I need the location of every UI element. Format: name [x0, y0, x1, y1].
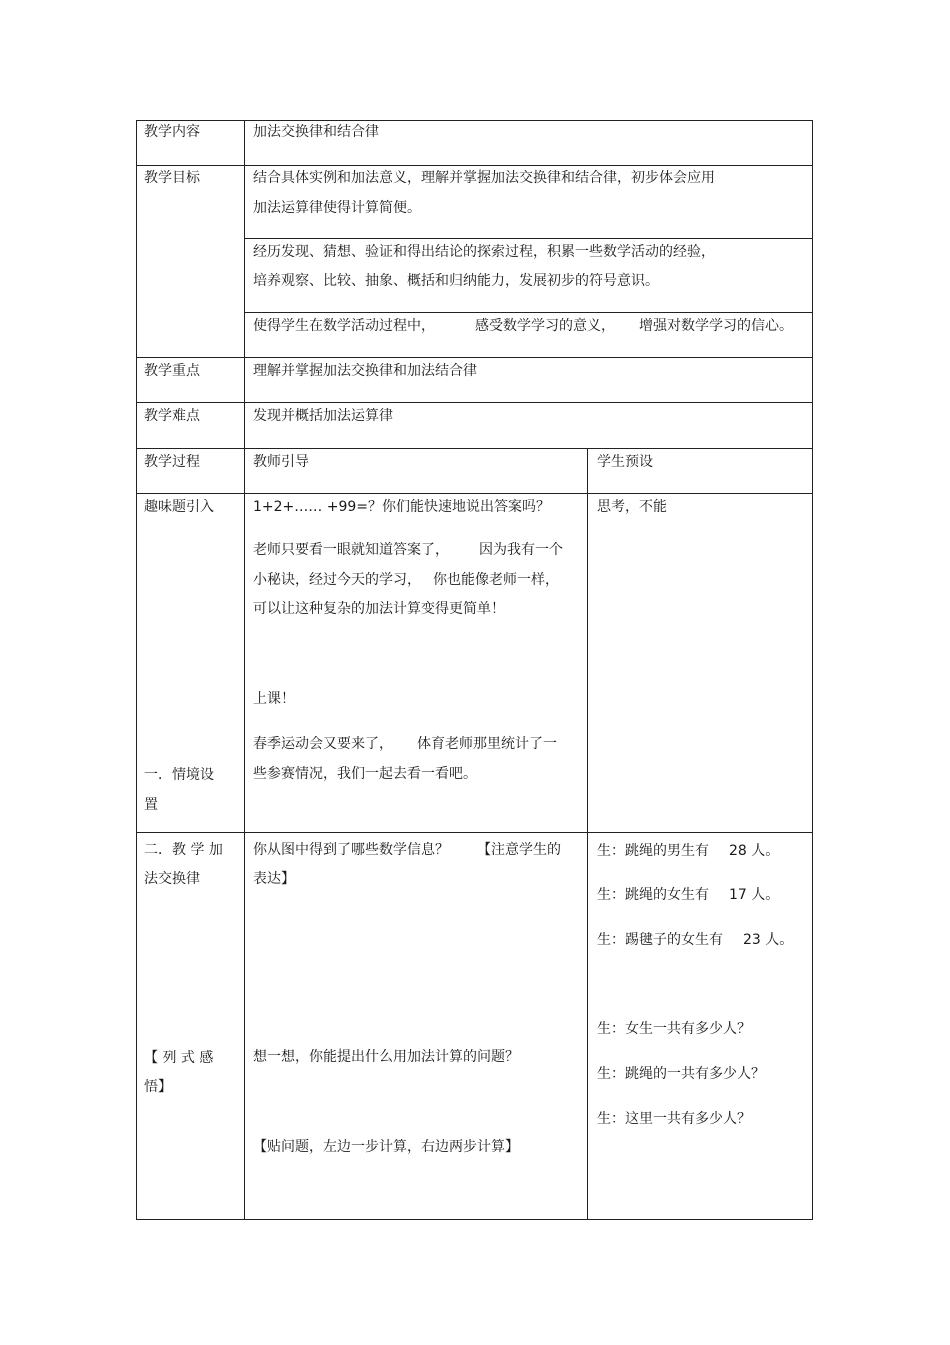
goal-3-part-b: 感受数学学习的意义，	[475, 318, 615, 334]
row-divider	[136, 165, 813, 166]
student-answer-2	[597, 886, 779, 904]
content-value: 加法交换律和结合律	[253, 124, 379, 140]
row-divider	[136, 493, 813, 494]
student-answer-3-text: 生：踢毽子的女生有	[597, 932, 723, 948]
difficulty-value: 发现并概括加法运算律	[253, 408, 393, 424]
intro-paragraph-1-line-3: 可以让这种复杂的加法计算变得更简单！	[253, 601, 505, 617]
teacher-q1-part-b: 【注意学生的	[477, 842, 561, 858]
student-answer-1-text: 生：跳绳的男生有	[597, 843, 709, 859]
intro-p1-line2-part-b: 你也能像老师一样，	[433, 572, 559, 588]
formula-insight-label-line-1: 【 列 式 感	[144, 1050, 214, 1066]
formula-insight-label-line-2: 悟】	[144, 1079, 172, 1095]
intro-p2-part-b: 体育老师那里统计了一	[417, 736, 557, 752]
table-border-left	[136, 120, 137, 1220]
student-answer-1	[597, 842, 779, 860]
situation-label-line-1: 一．情境设	[144, 767, 214, 783]
student-preset-header: 学生预设	[597, 454, 653, 470]
intro-question: 1+2+…… +99=？你们能快速地说出答案吗？	[253, 499, 551, 515]
intro-label: 趣味题引入	[144, 499, 214, 515]
process-label: 教学过程	[144, 454, 200, 470]
difficulty-label: 教学难点	[144, 408, 200, 424]
goal-3	[253, 317, 793, 335]
class-start-text: 上课！	[253, 691, 295, 707]
content-label: 教学内容	[144, 124, 200, 140]
intro-paragraph-1-line-2	[253, 571, 559, 589]
teacher-guide-header: 教师引导	[253, 454, 309, 470]
row-divider	[136, 357, 813, 358]
intro-student-answer: 思考，不能	[597, 499, 667, 515]
student-question-1: 生：女生一共有多少人？	[597, 1021, 751, 1037]
table-border-right	[812, 120, 813, 1220]
student-answer-3-count: 23 人。	[743, 932, 794, 948]
goal-2-line-1: 经历发现、猜想、验证和得出结论的探索过程，积累一些数学活动的经验，	[253, 244, 715, 260]
teacher-note: 【贴问题，左边一步计算，右边两步计算】	[253, 1139, 519, 1155]
student-question-2: 生：跳绳的一共有多少人？	[597, 1066, 765, 1082]
intro-p1-line2-part-a: 小秘诀，经过今天的学习，	[253, 572, 421, 588]
student-answer-2-count: 17 人。	[729, 887, 780, 903]
intro-p2-part-a: 春季运动会又要来了，	[253, 736, 393, 752]
intro-paragraph-2-line-2: 些参赛情况，我们一起去看一看吧。	[253, 766, 477, 782]
teacher-q1-part-a: 你从图中得到了哪些数学信息？	[253, 842, 449, 858]
goal-divider	[244, 238, 813, 239]
table-border-top	[136, 120, 813, 121]
goal-3-part-a: 使得学生在数学活动过程中，	[253, 318, 435, 334]
goal-1-line-1: 结合具体实例和加法意义，理解并掌握加法交换律和结合律，初步体会应用	[253, 170, 715, 186]
key-point-value: 理解并掌握加法交换律和加法结合律	[253, 363, 477, 379]
student-column-divider	[587, 449, 588, 1220]
student-answer-3	[597, 931, 793, 949]
table-border-bottom	[136, 1219, 813, 1220]
goal-1-line-2: 加法运算律使得计算简便。	[253, 200, 421, 216]
row-divider	[136, 402, 813, 403]
intro-p1-part-a: 老师只要看一眼就知道答案了，	[253, 542, 449, 558]
goal-divider	[244, 312, 813, 313]
teacher-question-2: 想一想，你能提出什么用加法计算的问题？	[253, 1049, 519, 1065]
student-answer-1-count: 28 人。	[729, 843, 780, 859]
goals-label: 教学目标	[144, 170, 200, 186]
situation-label-line-2: 置	[144, 797, 158, 813]
key-point-label: 教学重点	[144, 363, 200, 379]
teacher-question-1-line-2: 表达】	[253, 871, 295, 887]
row-divider	[136, 448, 813, 449]
section-2-label-line-1: 二．教 学 加	[144, 842, 223, 858]
student-answer-2-text: 生：跳绳的女生有	[597, 887, 709, 903]
section-2-label-line-2: 法交换律	[144, 871, 200, 887]
teacher-question-1-line-1	[253, 841, 561, 859]
intro-paragraph-2-line-1	[253, 735, 557, 753]
row-divider	[136, 832, 813, 833]
label-column-divider	[244, 120, 245, 1220]
intro-paragraph-1-line-1	[253, 541, 563, 559]
student-question-3: 生：这里一共有多少人？	[597, 1111, 751, 1127]
goal-3-part-c: 增强对数学学习的信心。	[639, 318, 793, 334]
goal-2-line-2: 培养观察、比较、抽象、概括和归纳能力，发展初步的符号意识。	[253, 273, 659, 289]
intro-p1-part-b: 因为我有一个	[479, 542, 563, 558]
